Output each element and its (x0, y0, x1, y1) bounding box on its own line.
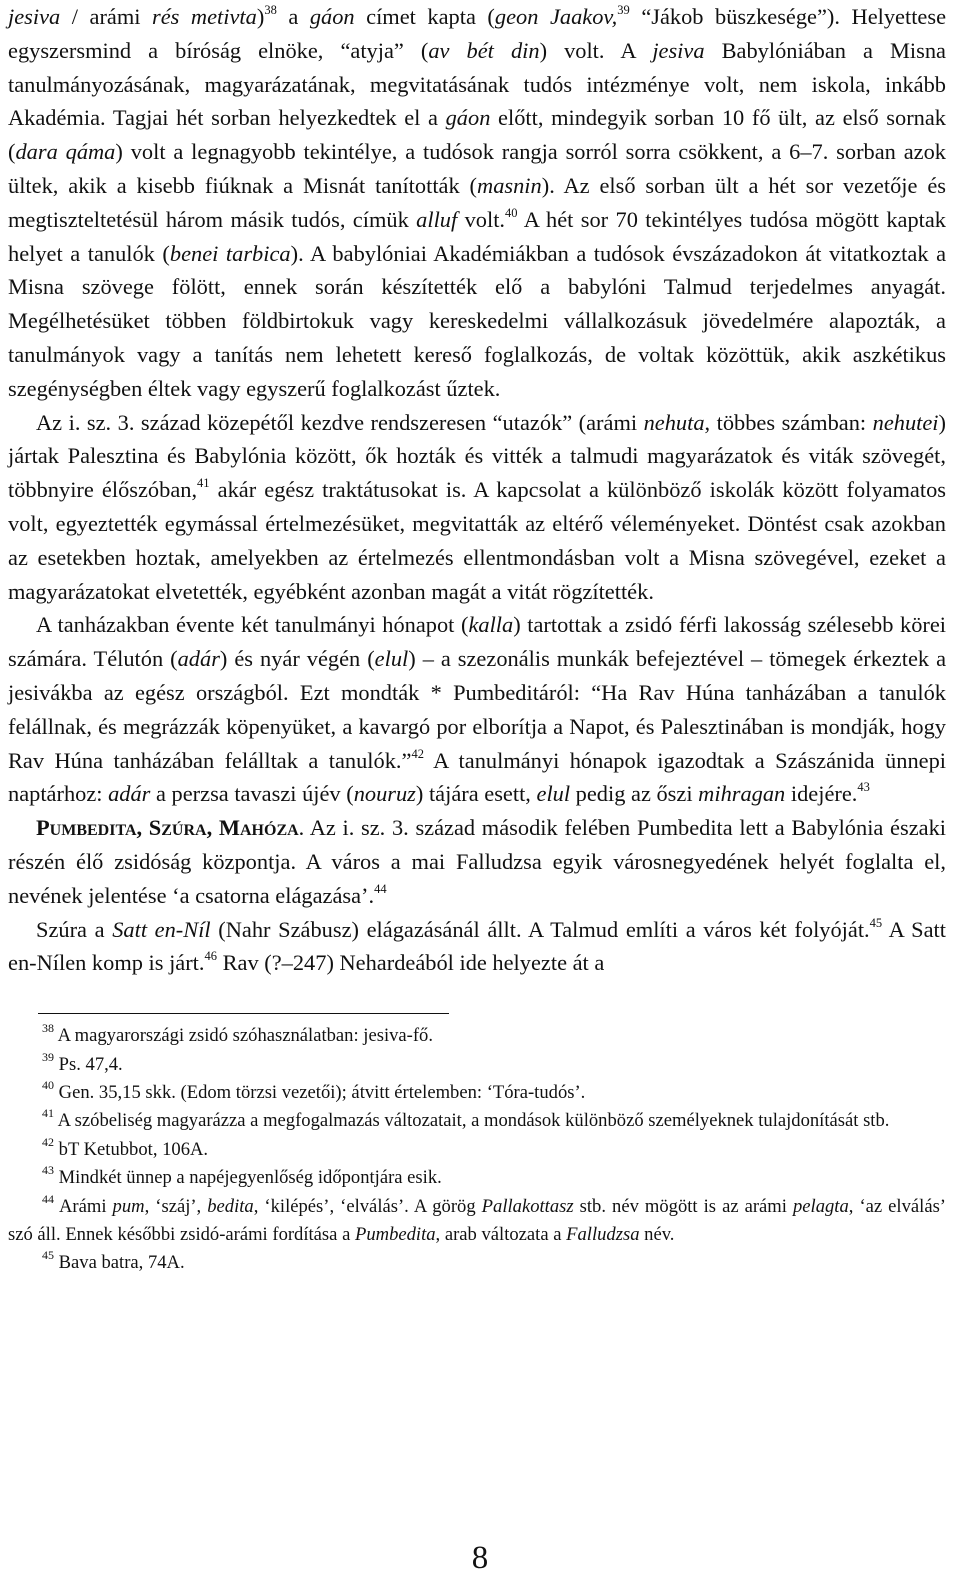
footnote-marker: 44 (374, 881, 387, 896)
italic-term: jesiva (652, 37, 705, 63)
text-run: (Nahr Szábusz) elágazásánál állt. A Talmud említi a város két folyóját. (210, 916, 870, 942)
main-text (8, 0, 946, 980)
text-run: ) tájára esett, (415, 781, 537, 807)
footnote-marker: 38 (264, 3, 277, 17)
footnote-marker: 40 (505, 205, 518, 220)
text-run: A Satt en-Nílen komp is járt. (8, 916, 946, 976)
italic-term: masnin (477, 172, 542, 198)
italic-term: pelagta (792, 1195, 849, 1217)
text-run: címet kapta ( (354, 4, 495, 29)
text-run: a (276, 4, 310, 29)
footnote (8, 1107, 946, 1135)
footnote (8, 1193, 946, 1250)
footnote (8, 1022, 946, 1050)
text-run: , ‘kilépés’, ‘elválás’. A görög (253, 1195, 482, 1217)
italic-term: benei tarbica (169, 240, 291, 266)
text-run: előtt, mindegyik sorban 10 fő ült, az első sornak ( (8, 105, 946, 165)
paragraph (8, 913, 946, 981)
text-run: idejére. (785, 781, 858, 807)
italic-term: gáon (445, 105, 491, 131)
footnote-separator (38, 1013, 449, 1014)
footnote-marker: 46 (204, 949, 217, 964)
text-run: ) – a szezonális munkák befejeztével – tömegek érkeztek a jesivákba az egész országból. Ezt mondták * Pumbeditáról: “Ha Rav Húna tanházában a tanulók felállnak, és megrázzák köpenyüket, a kavargó por elborítja a Napot, és Palesztinában is mondják, hogy Rav Húna tanházában felálltak a tanulók.” (8, 646, 947, 773)
italic-term: mihragan (698, 781, 786, 807)
text-run: , arab változata a (435, 1223, 567, 1245)
text-run: stb. név mögött is az arámi (573, 1195, 793, 1217)
footnote (8, 1136, 946, 1164)
footnote (8, 1051, 946, 1079)
italic-term: Pallakottasz (481, 1195, 574, 1217)
italic-term: geon Jaakov, (494, 4, 618, 29)
footnote-marker: 40 (42, 1077, 54, 1092)
italic-term: nouruz (353, 781, 416, 807)
text-run: “Jákob büszkesége”). Helyettese egyszersmind a bíróság elnöke, “atyja” ( (8, 4, 947, 63)
text-run: Babylóniában a Misna tanulmányozásának, magyarázatának, megvitatásának tudós intézménye volt, nem iskola, inkább Akadémia. Tagjai hét sorban helyezkedtek el a (8, 37, 946, 131)
text-run: A hét sor 70 tekintélyes tudósa mögött kaptak helyet a tanulók ( (8, 206, 947, 266)
text-run: ) (256, 4, 265, 29)
italic-term: kalla (468, 612, 514, 638)
italic-term: elul (536, 781, 571, 807)
text-run: Bava batra, 74A. (54, 1252, 185, 1274)
italic-term: pum (112, 1195, 145, 1217)
section-heading: Pumbedita, Szúra, Mahóza (36, 815, 299, 841)
text-run: Szúra a (36, 916, 113, 942)
text-run: Ps. 47,4. (54, 1053, 123, 1075)
italic-term: adár (108, 781, 151, 807)
italic-term: elul (374, 646, 409, 672)
text-run: Az i. sz. 3. század közepétől kezdve rendszeresen “utazók” (arámi (36, 409, 644, 435)
footnote-marker: 43 (42, 1163, 54, 1178)
text-run: bT Ketubbot, 106A. (54, 1138, 209, 1160)
italic-term: av bét din (428, 37, 540, 63)
italic-term: rés metivta (152, 4, 257, 29)
italic-term: nehuta (643, 409, 705, 435)
paragraph (8, 608, 946, 811)
text-run: Gen. 35,15 skk. (Edom törzsi vezetői); átvitt értelemben: ‘Tóra-tudós’. (54, 1081, 586, 1103)
page-number: 8 (471, 1540, 489, 1576)
footnote-marker: 43 (857, 780, 870, 795)
text-run: ) volt a legnagyobb tekintélye, a tudósok rangja sorról sorra csökkent, a 6–7. sorban azok ültek, akik a kisebb fiúknak a Misnát tanították ( (8, 139, 946, 198)
text-run: ) jártak Palesztina és Babylónia között, ők hozták és vitték a talmudi magyarázatok és viták szövegét, többnyire élőszóban, (8, 409, 946, 503)
text-run: ). Az első sorban ült a hét sor vezetője és megtiszteltetésül három másik tudós, címük (8, 172, 946, 232)
italic-term: Falludzsa (566, 1223, 640, 1245)
section-heading-paragraph (8, 811, 946, 912)
italic-term: adár (177, 646, 220, 672)
footnote-marker: 38 (42, 1021, 54, 1036)
text-run: ) volt. A (539, 37, 653, 63)
footnote-marker: 42 (42, 1134, 54, 1149)
text-run: Rav (?–247) Nehardeából ide helyezte át a (217, 950, 605, 976)
text-run: ) tartottak a zsidó férfi lakosság szélesebb körei számára. Télutón ( (8, 612, 946, 672)
italic-term: bedita (207, 1195, 254, 1217)
text-run: akár egész traktátusokat is. A kapcsolat a különböző iskolák között folyamatos volt, egyeztették egymással értelmezésüket, megvitatták az eltérő véleményeket. Döntést csak azokban az esetekben hoztak, amelyekben az értelmezés ellentmondásban volt a Misna szövegével, ezeket a magyarázatokat elvetették, egyébként azonban magát a vitát rögzítették. (8, 477, 946, 604)
footnote (8, 1079, 946, 1107)
footnotes (8, 1022, 946, 1278)
footnote-marker: 45 (869, 915, 883, 930)
text-run: ). A babylóniai Akadémiákban a tudósok évszázadokon át vitatkoztak a Misna szövege fölött, ennek során készítették elő a babylóni Talmud terjedelmes anyagát. Megélhetésüket többen földbirtokuk vagy kereskedelmi vállalkozásuk jövedelmére alapozták, a tanulmányok vagy a tanítás nem lehetett kereső foglalkozás, de voltak közöttük, akik aszkétikus szegénységben éltek vagy egyszerű foglalkozást űztek. (8, 240, 947, 401)
italic-term: nehutei (872, 409, 939, 435)
text-run: / arámi (60, 4, 153, 29)
footnote-marker: 41 (197, 476, 210, 491)
footnote (8, 1164, 946, 1192)
text-run: , ‘száj’, (144, 1195, 208, 1217)
footnote-marker: 39 (42, 1049, 54, 1064)
text-run: pedig az őszi (570, 781, 699, 807)
footnote-marker: 39 (617, 3, 630, 17)
italic-term: alluf (416, 206, 458, 232)
text-run: Arámi (54, 1195, 113, 1217)
text-run: . Az i. sz. 3. század második felében Pumbedita lett a Babylónia északi részén élő zsidóság központja. A város a mai Falludzsa egyik városnegyedének helyét foglalta el, nevének jelentése ‘a csatorna elágazása’. (8, 815, 946, 908)
footnote (8, 1249, 946, 1277)
italic-term: Satt en-Níl (112, 916, 211, 942)
text-run: a perzsa tavaszi újév ( (150, 781, 354, 807)
text-run: A tanházakban évente két tanulmányi hónapot ( (36, 612, 469, 638)
text-run: volt. (457, 206, 506, 232)
footnote-marker: 45 (42, 1248, 54, 1263)
text-run: A tanulmányi hónapok igazodtak a Szászánida ünnepi naptárhoz: (8, 747, 946, 807)
text-run: A szóbeliség magyarázza a megfogalmazás változatait, a mondások különböző személyeknek tulajdonítását stb. (54, 1110, 890, 1132)
italic-term: Pumbedita (354, 1223, 436, 1245)
italic-term: jesiva (8, 4, 61, 29)
italic-term: dara qáma (15, 139, 116, 165)
text-run: ) és nyár végén ( (219, 646, 375, 672)
text-run: név. (639, 1223, 675, 1245)
text-run: , ‘az elválás’ szó áll. Ennek későbbi zsidó-arámi fordítása a (8, 1195, 946, 1245)
italic-term: gáon (309, 4, 355, 29)
paragraph (8, 0, 946, 406)
footnote-marker: 41 (42, 1106, 54, 1121)
footnote-marker: 42 (411, 746, 424, 761)
text-run: A magyarországi zsidó szóhasználatban: jesiva-fő. (54, 1025, 433, 1047)
text-run: , többes számban: (704, 409, 873, 435)
page (8, 0, 946, 1278)
text-run: Mindkét ünnep a napéjegyenlőség időpontjára esik. (54, 1167, 442, 1189)
paragraph (8, 406, 946, 609)
footnote-marker: 44 (42, 1191, 54, 1206)
